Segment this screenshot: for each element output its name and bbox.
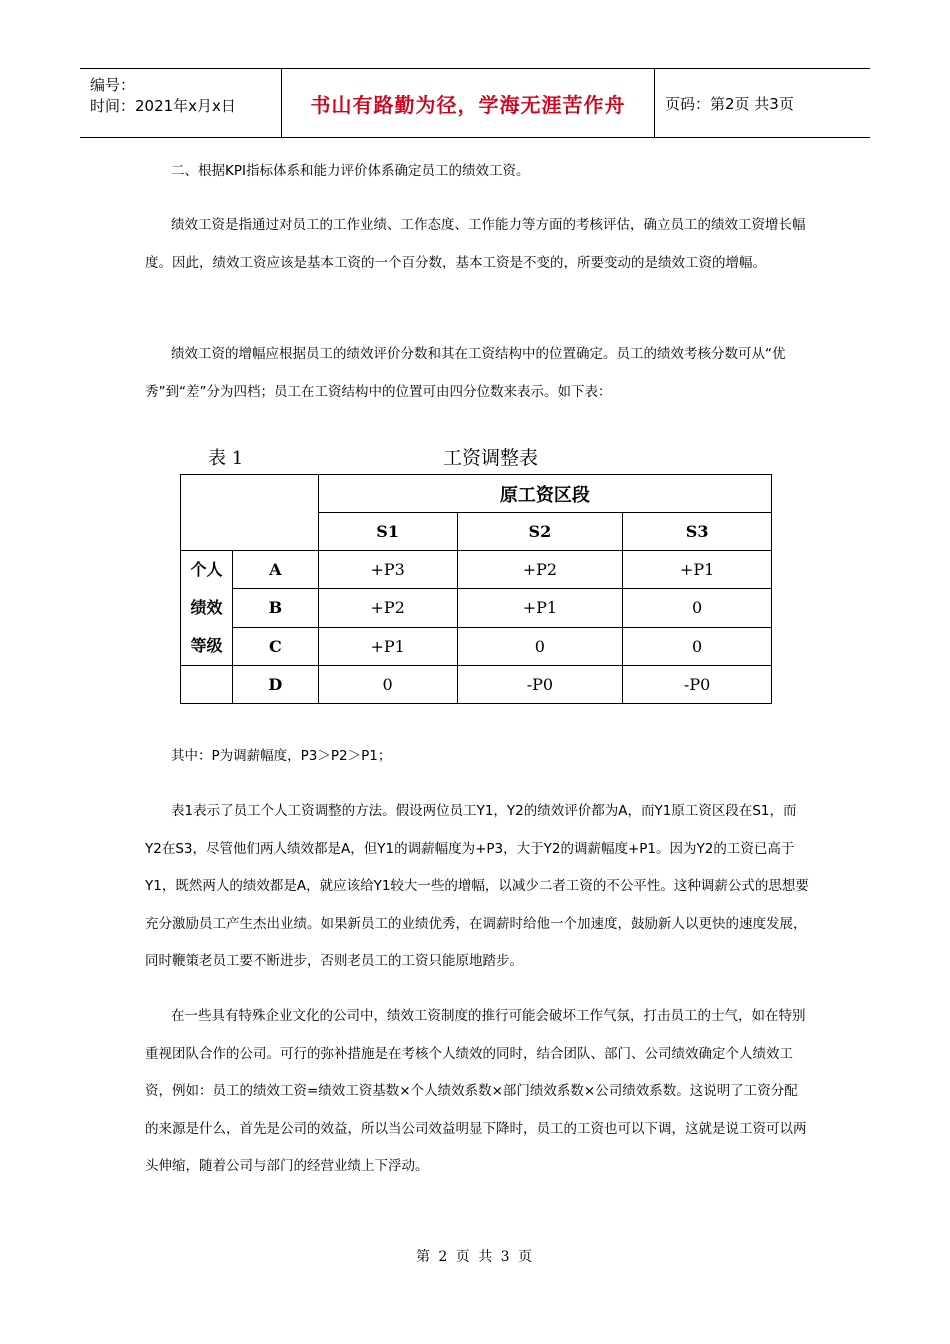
header-divider	[654, 69, 655, 137]
table-cell: 0	[318, 666, 457, 704]
salary-adjustment-table	[180, 474, 772, 704]
table-row	[181, 475, 772, 513]
table-cell: -P0	[457, 666, 623, 704]
table-cell: +P2	[318, 589, 457, 627]
paragraph-1: 二、根据KPI指标体系和能力评价体系确定员工的绩效工资。	[171, 163, 530, 179]
table-cell: +P2	[457, 551, 623, 589]
table-row	[181, 627, 772, 665]
paragraph-3: 绩效工资的增幅应根据员工的绩效评价分数和其在工资结构中的位置确定。员工的绩效考核分数可从“优秀”到“差”分为四档；员工在工资结构中的位置可由四分位数来表示。如下表：	[145, 346, 786, 400]
grade-label-a: A	[232, 551, 318, 589]
page-footer: 第 2 页 共 3 页	[415, 1249, 535, 1265]
table-row	[181, 551, 772, 589]
table-cell: +P1	[623, 551, 772, 589]
document-number: 编号：	[90, 76, 136, 94]
paragraph-5: 表1表示了员工个人工资调整的方法。假设两位员工Y1，Y2的绩效评价都为A，而Y1原工资区段在S1，而Y2在S3，尽管他们两人绩效都是A，但Y1的调薪幅度为+P3，大于Y2的调薪幅度+P1。因为Y2的工资已高于Y1，既然两人的绩效都是A，就应该给Y1较大一些的增幅，以减少二者工资的不公平性。这种调薪公式的思想要充分激励员工产生杰出业绩。如果新员工的业绩优秀，在调薪时给他一个加速度，鼓励新人以更快的速度发展，同时鞭策老员工要不断进步，否则老员工的工资只能原地踏步。	[145, 803, 809, 969]
column-header-s1: S1	[318, 513, 457, 551]
paragraph-6: 在一些具有特殊企业文化的公司中，绩效工资制度的推行可能会破坏工作气氛，打击员工的士气，如在特别重视团队合作的公司。可行的弥补措施是在考核个人绩效的同时，结合团队、部门、公司绩效确定个人绩效工资，例如：员工的绩效工资=绩效工资基数×个人绩效系数×部门绩效系数×公司绩效系数。这说明了工资分配的来源是什么，首先是公司的效益，所以当公司效益明显下降时，员工的工资也可以下调，这就是说工资可以两头伸缩，随着公司与部门的经营业绩上下浮动。	[145, 1008, 807, 1174]
header-meta	[90, 75, 236, 117]
table-cell: 0	[457, 627, 623, 665]
table-caption-title: 工资调整表	[443, 447, 539, 469]
row-group-label: 个人 绩效 等级	[181, 551, 233, 666]
table-group-header: 原工资区段	[318, 475, 771, 513]
paragraph-2: 绩效工资是指通过对员工的工作业绩、工作态度、工作能力等方面的考核评估，确立员工的绩效工资增长幅度。因此，绩效工资应该是基本工资的一个百分数，基本工资是不变的，所要变动的是绩效工资的增幅。	[145, 217, 806, 271]
grade-label-b: B	[232, 589, 318, 627]
table-cell: 0	[623, 589, 772, 627]
table-caption-number: 表 1	[208, 448, 244, 469]
page-header	[80, 68, 870, 138]
column-header-s2: S2	[457, 513, 623, 551]
grade-label-d: D	[232, 666, 318, 704]
column-header-s3: S3	[623, 513, 772, 551]
table-row	[181, 666, 772, 704]
table-row	[181, 589, 772, 627]
table-cell: +P1	[457, 589, 623, 627]
table-cell: -P0	[623, 666, 772, 704]
header-motto: 书山有路勤为径，学海无涯苦作舟	[310, 92, 626, 117]
table-cell: 0	[623, 627, 772, 665]
document-date: 时间：2021年x月x日	[90, 97, 236, 115]
header-page-info: 页码：第2页 共3页	[665, 94, 794, 113]
table-cell-empty	[181, 666, 233, 704]
table-cell: +P1	[318, 627, 457, 665]
table-corner-cell	[181, 475, 319, 551]
grade-label-c: C	[232, 627, 318, 665]
paragraph-4: 其中：P为调薪幅度，P3＞P2＞P1；	[171, 748, 392, 764]
table-cell: +P3	[318, 551, 457, 589]
